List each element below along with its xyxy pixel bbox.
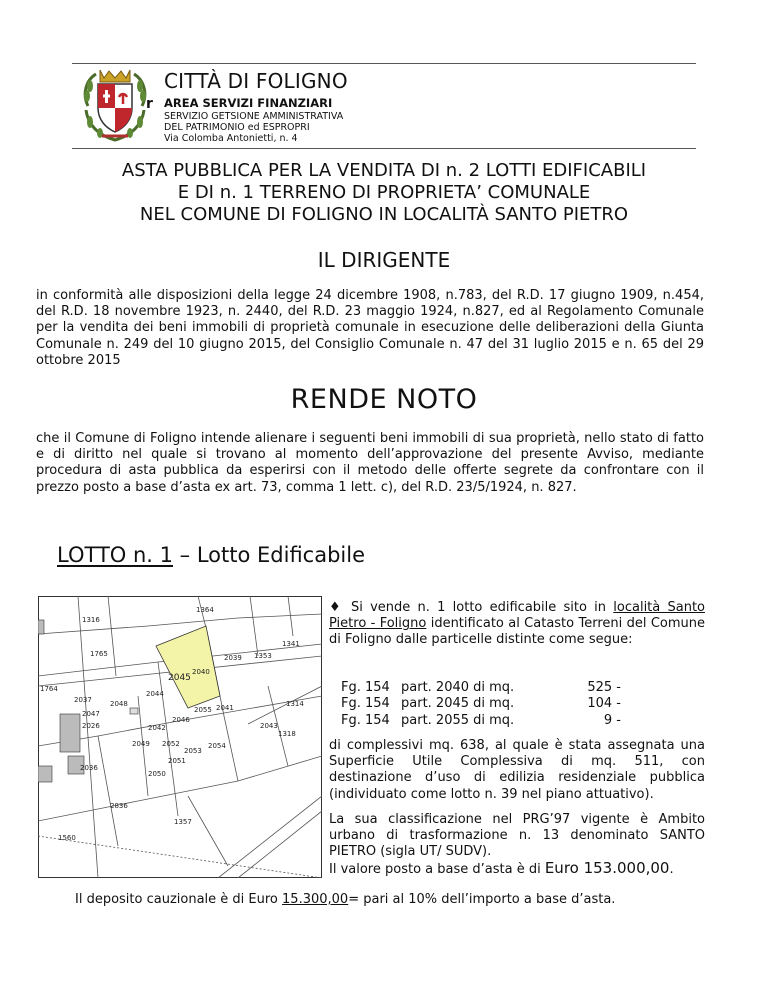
map-label: 2050 — [148, 770, 166, 778]
parcel-area: 525 - — [587, 680, 621, 695]
map-label: 2046 — [172, 716, 190, 724]
map-label: 2042 — [148, 724, 166, 732]
auction-title-line-2: E DI n. 1 TERRENO DI PROPRIETA’ COMUNALE — [177, 182, 591, 203]
legal-basis-paragraph: in conformità alle disposizioni della legge 24 dicembre 1908, n.783, del R.D. 17 giugno 1909, n.454, del R.D. 18 novembre 1923, n. 2440, del R.D. 23 maggio 1924, n.827, ed al Regolamento Comunale per la vendita dei beni immobili di proprietà comunale in esecuzione delle deliberazioni della Giunta Comunale n. 249 del 10 giugno 2015, del Consiglio Comunale n. 47 del 31 luglio 2015 e n. 65 del 29 ottobre 2015 — [36, 288, 704, 368]
map-label: 2048 — [110, 700, 128, 708]
map-label: 1764 — [40, 685, 58, 693]
service-line-1: SERVIZIO GETSIONE AMMINISTRATIVA — [164, 111, 344, 122]
deposit-label: Il deposito cauzionale è di Euro — [75, 892, 283, 907]
parcel-number: part. 2040 di mq. — [401, 680, 515, 695]
parcel-sheet: Fg. 154 — [341, 680, 390, 695]
total-area-paragraph: di complessivi mq. 638, al quale è stata assegnata una Superficie Utile Complessiva di mq. 511, con destinazione d’uso di edilizia residenziale pubblica (individuato come lotto n. 39 nel piano attuativo). — [329, 738, 705, 802]
crest-mark: r — [146, 96, 153, 112]
classification-paragraph: La sua classificazione nel PRG’97 vigente è Ambito urbano di trasformazione n. 13 denominato SANTO PIETRO (sigla UT/ SUDV). — [329, 812, 705, 860]
map-label: 1765 — [90, 650, 108, 658]
parcel-sheet: Fg. 154 — [341, 696, 390, 712]
table-row — [341, 713, 621, 729]
lotto-1-heading — [57, 543, 365, 567]
map-label: 2052 — [162, 740, 180, 748]
map-label: 2041 — [216, 704, 234, 712]
map-label: 1318 — [278, 730, 296, 738]
auction-title-line-1: ASTA PUBBLICA PER LA VENDITA DI n. 2 LOTTI EDIFICABILI — [121, 160, 647, 181]
map-label: 2036 — [80, 764, 98, 772]
map-label: 2051 — [168, 757, 186, 765]
city-name: CITTÀ DI FOLIGNO — [164, 69, 348, 93]
parcel-sheet: Fg. 154 — [341, 712, 390, 728]
map-label: 2040 — [192, 668, 210, 676]
map-label: 2044 — [146, 690, 164, 698]
header-bottom-rule — [72, 148, 696, 149]
map-label: 1316 — [82, 616, 100, 624]
base-value-line — [329, 859, 674, 877]
map-label: 2039 — [224, 654, 242, 662]
address: Via Colomba Antonietti, n. 4 — [164, 133, 298, 144]
parcel-number: part. 2045 di mq. — [401, 696, 515, 712]
map-label: 2026 — [82, 722, 100, 730]
coat-of-arms-logo — [78, 66, 152, 144]
header-top-rule — [72, 63, 696, 64]
map-label: 1560 — [58, 834, 76, 842]
auction-title-line-3: NEL COMUNE DI FOLIGNO IN LOCALITÀ SANTO PIETRO — [139, 204, 629, 225]
lotto-type: – Lotto Edificabile — [173, 543, 366, 567]
base-value-label: Il valore posto a base d’asta è di — [329, 862, 545, 877]
table-row — [341, 680, 621, 696]
base-value-amount: Euro 153.000,00 — [544, 859, 670, 877]
service-line-2: DEL PATRIMONIO ed ESPROPRI — [164, 122, 310, 133]
deposit-amount: 15.300,00 — [282, 892, 349, 907]
map-label: 1357 — [174, 818, 192, 826]
map-label: 2047 — [82, 710, 100, 718]
area-name: AREA SERVIZI FINANZIARI — [164, 96, 333, 110]
map-label: 1353 — [254, 652, 272, 660]
deposit-line — [75, 892, 615, 907]
map-label: 2049 — [132, 740, 150, 748]
parcel-number: part. 2055 di mq. — [401, 712, 515, 728]
parcel-area: 104 - — [587, 696, 621, 712]
map-label: 2054 — [208, 742, 226, 750]
lotto-number: LOTTO n. 1 — [57, 543, 173, 567]
map-label: 1341 — [282, 640, 300, 648]
map-label: 2043 — [260, 722, 278, 730]
notice-paragraph: che il Comune di Foligno intende alienare i seguenti beni immobili di sua proprietà, nello stato di fatto e di diritto nel quale si trovano al momento dell’approvazione del presente Avviso, mediante procedura di asta pubblica da esperirsi con il metodo delle offerte segrete da confrontare con il prezzo posto a base d’asta ex art. 73, comma 1 lett. c), del R.D. 23/5/1924, n. 827. — [36, 431, 704, 495]
table-row — [341, 696, 621, 712]
deposit-note: = pari al 10% dell’importo a base d’asta. — [348, 892, 616, 907]
map-label: 1364 — [196, 606, 214, 614]
base-value-end: . — [669, 862, 674, 877]
lotto-description-end: identificato al Catasto Terreni del Comune di Foligno dalle particelle distinte come segue: — [329, 616, 705, 648]
map-label: 2055 — [194, 706, 212, 714]
lotto-description — [329, 600, 705, 649]
map-label: 2037 — [74, 696, 92, 704]
map-label: 2836 — [110, 802, 128, 810]
parcel-area: 9 - — [603, 712, 621, 728]
lotto-location: località Santo Pietro - Foligno — [329, 600, 705, 632]
cadastral-map — [38, 596, 322, 878]
rende-noto-heading: RENDE NOTO — [290, 384, 478, 415]
parcels-table — [341, 680, 621, 729]
lotto-description-start: ♦ Si vende n. 1 lotto edificabile sito in — [329, 600, 614, 615]
map-label: 2045 — [168, 673, 191, 683]
map-label: 2053 — [184, 747, 202, 755]
map-label: 1314 — [286, 700, 304, 708]
dirigente-heading: IL DIRIGENTE — [317, 248, 451, 272]
